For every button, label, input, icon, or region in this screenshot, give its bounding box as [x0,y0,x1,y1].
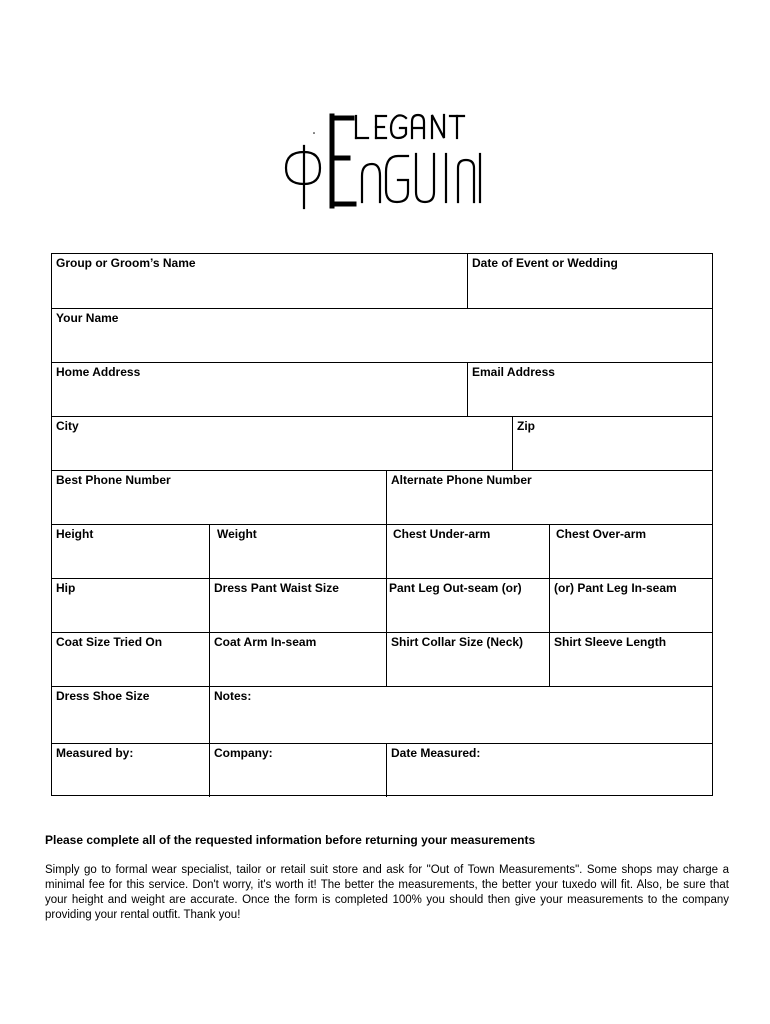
hip-label: Hip [56,581,76,595]
form-row-measured [52,743,712,797]
coat-size-field[interactable] [52,633,209,686]
dress-shoe-size-field[interactable] [52,687,209,743]
city-field[interactable] [52,417,512,470]
best-phone-field[interactable] [52,471,386,524]
instructions-heading: Please complete all of the requested information before returning your measurements [45,833,536,847]
pant-out-seam-label: Pant Leg Out-seam (or) [389,581,522,595]
company-field[interactable] [209,744,386,797]
group-name-field[interactable] [52,254,467,308]
pant-in-seam-label: (or) Pant Leg In-seam [554,581,677,595]
pant-waist-field[interactable] [209,579,386,632]
logo-graphic [270,98,510,218]
coat-arm-in-seam-field[interactable] [209,633,386,686]
home-address-label: Home Address [56,365,141,379]
shirt-sleeve-label: Shirt Sleeve Length [554,635,667,649]
group-name-label: Group or Groom’s Name [56,256,196,270]
email-address-field[interactable] [467,363,714,416]
chest-over-arm-field[interactable] [549,525,714,578]
best-phone-label: Best Phone Number [56,473,171,487]
chest-over-arm-label: Chest Over-arm [556,527,647,541]
form-row-phone [52,470,712,524]
pant-in-seam-field[interactable] [549,579,714,632]
height-field[interactable] [52,525,209,578]
weight-field[interactable] [209,525,386,578]
measured-by-field[interactable] [52,744,209,797]
form-row-body-1 [52,524,712,578]
form-row-shoe-notes [52,686,712,743]
weight-label: Weight [217,527,257,541]
event-date-label: Date of Event or Wedding [472,256,618,270]
event-date-field[interactable] [467,254,714,308]
form-row-body-2 [52,578,712,632]
chest-under-arm-label: Chest Under-arm [393,527,491,541]
your-name-field[interactable] [52,309,714,362]
chest-under-arm-field[interactable] [386,525,549,578]
form-row-your-name [52,308,712,362]
hip-field[interactable] [52,579,209,632]
company-label: Company: [214,746,273,760]
form-row-address [52,362,712,416]
elegant-penguin-logo [270,98,510,218]
measurement-form [51,253,713,796]
form-row-group-name [52,254,712,308]
height-label: Height [56,527,94,541]
date-measured-label: Date Measured: [391,746,481,760]
coat-size-label: Coat Size Tried On [56,635,163,649]
shirt-collar-label: Shirt Collar Size (Neck) [391,635,524,649]
date-measured-field[interactable] [386,744,714,797]
pant-waist-label: Dress Pant Waist Size [214,581,339,595]
logo-text: Elegant Penguin [270,98,278,99]
your-name-label: Your Name [56,311,119,325]
shirt-sleeve-field[interactable] [549,633,714,686]
pant-out-seam-field[interactable] [386,579,549,632]
zip-field[interactable] [512,417,714,470]
zip-label: Zip [517,419,535,433]
form-row-city [52,416,712,470]
home-address-field[interactable] [52,363,467,416]
instructions-body: Simply go to formal wear specialist, tailor or retail suit store and ask for "Out of Town Measurements". Some shops may charge a minimal fee for this service. Don't worry, it's worth it! The better the measurements, the better your tuxedo will fit. Also, be sure that your height and weight are accurate. Once the form is completed 100% you should then give your measurements to the company providing your rental outfit. Thank you! [45,864,729,921]
email-address-label: Email Address [472,365,555,379]
shirt-collar-field[interactable] [386,633,549,686]
alternate-phone-field[interactable] [386,471,714,524]
city-label: City [56,419,79,433]
form-row-body-3 [52,632,712,686]
alternate-phone-label: Alternate Phone Number [391,473,532,487]
coat-arm-in-seam-label: Coat Arm In-seam [214,635,317,649]
notes-label: Notes: [214,689,252,703]
notes-field[interactable] [209,687,714,743]
dress-shoe-size-label: Dress Shoe Size [56,689,150,703]
measured-by-label: Measured by: [56,746,134,760]
logo-dot [313,132,315,134]
